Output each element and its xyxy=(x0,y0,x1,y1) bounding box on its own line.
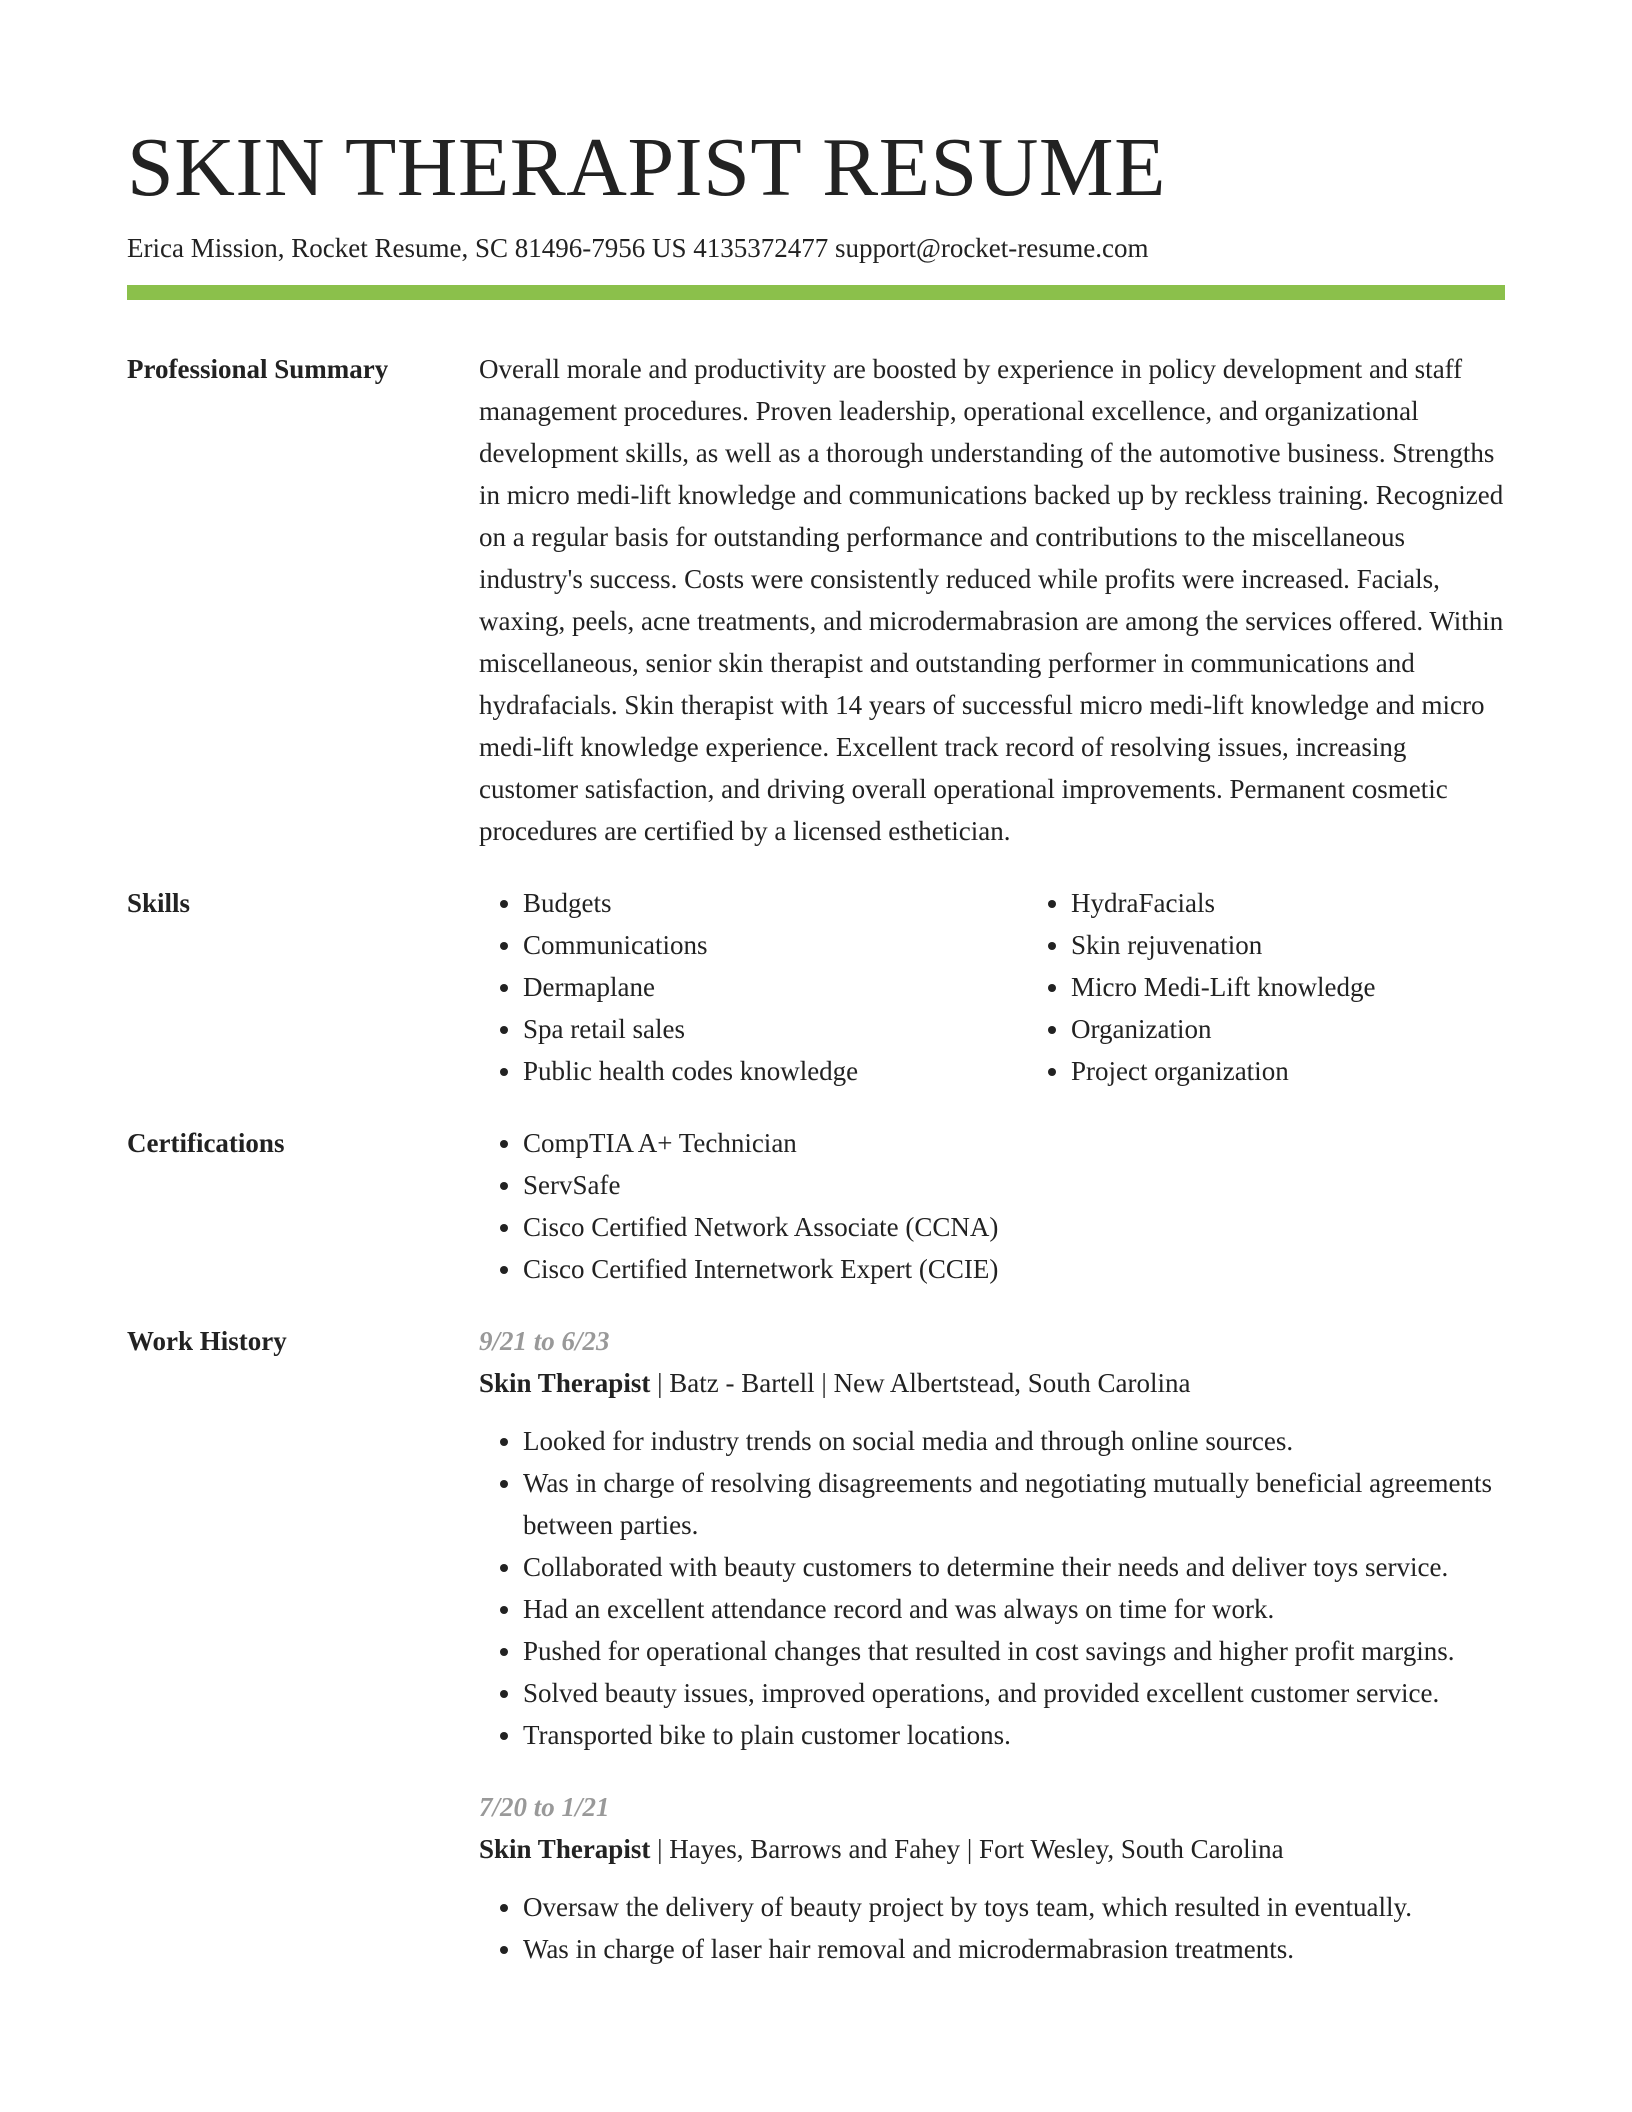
section-label: Skills xyxy=(127,888,191,918)
section-content xyxy=(479,1122,1505,1290)
certification-item: • Cisco Certified Network Associate (CCNA) xyxy=(523,1206,1505,1248)
certifications-section xyxy=(127,1122,1505,1290)
job-heading xyxy=(479,1362,1505,1404)
skill-item: • Public health codes knowledge xyxy=(523,1050,1027,1092)
skill-item: • Micro Medi-Lift knowledge xyxy=(1071,966,1575,1008)
job-bullet: • Had an excellent attendance record and was always on time for work. xyxy=(523,1588,1505,1630)
section-label: Work History xyxy=(127,1326,287,1356)
section-content xyxy=(479,882,1575,1092)
contact-line: Erica Mission, Rocket Resume, SC 81496-7956 US 4135372477 support@rocket-resume.com xyxy=(127,233,1149,263)
job-bullet: • Looked for industry trends on social media and through online sources. xyxy=(523,1420,1505,1462)
skill-item: • Project organization xyxy=(1071,1050,1575,1092)
job-heading xyxy=(479,1828,1505,1870)
skills-column-2 xyxy=(1027,882,1575,1092)
job-details: | Hayes, Barrows and Fahey | Fort Wesley, South Carolina xyxy=(650,1834,1284,1864)
job-bullet: • Oversaw the delivery of beauty project by toys team, which resulted in eventually. xyxy=(523,1886,1505,1928)
certifications-list xyxy=(479,1122,1505,1290)
job-dates: 7/20 to 1/21 xyxy=(479,1792,610,1822)
skill-item: • Communications xyxy=(523,924,1027,966)
summary-text: Overall morale and productivity are boosted by experience in policy development and staff management procedures. Proven leadership, operational excellence, and organizational development skills, as well as a thorough understanding of the automotive business. Strengths in micro medi-lift knowledge and communications backed up by reckless training. Recognized on a regular basis for outstanding performance and contributions to the miscellaneous industry's success. Costs were consistently reduced while profits were increased. Facials, waxing, peels, acne treatments, and microdermabrasion are among the services offered. Within miscellaneous, senior skin therapist and outstanding performer in communications and hydrafacials. Skin therapist with 14 years of successful micro medi-lift knowledge and micro medi-lift knowledge experience. Excellent track record of resolving issues, increasing customer satisfaction, and driving overall operational improvements. Permanent cosmetic procedures are certified by a licensed esthetician. xyxy=(479,354,1504,846)
job-details: | Batz - Bartell | New Albertstead, South Carolina xyxy=(650,1368,1191,1398)
job-title: Skin Therapist xyxy=(479,1368,651,1398)
certification-item: • Cisco Certified Internetwork Expert (CCIE) xyxy=(523,1248,1505,1290)
job-entry xyxy=(479,1320,1505,1756)
skill-item: • HydraFacials xyxy=(1071,882,1575,924)
skills-grid xyxy=(479,882,1575,1092)
job-bullet: • Pushed for operational changes that resulted in cost savings and higher profit margins. xyxy=(523,1630,1505,1672)
skill-item: • Organization xyxy=(1071,1008,1575,1050)
skill-item: • Dermaplane xyxy=(523,966,1027,1008)
job-bullet: • Collaborated with beauty customers to determine their needs and deliver toys service. xyxy=(523,1546,1505,1588)
section-content xyxy=(479,348,1505,852)
section-content xyxy=(479,1320,1505,1970)
job-entry xyxy=(479,1786,1505,1970)
certification-item: • CompTIA A+ Technician xyxy=(523,1122,1505,1164)
resume-page xyxy=(127,120,1505,1970)
skill-item: • Spa retail sales xyxy=(523,1008,1027,1050)
job-bullet: • Solved beauty issues, improved operations, and provided excellent customer service. xyxy=(523,1672,1505,1714)
job-bullet: • Transported bike to plain customer locations. xyxy=(523,1714,1505,1756)
resume-title: SKIN THERAPIST RESUME xyxy=(127,121,1166,214)
work-history-section xyxy=(127,1320,1505,1970)
job-dates: 9/21 to 6/23 xyxy=(479,1326,610,1356)
job-title: Skin Therapist xyxy=(479,1834,651,1864)
job-bullets xyxy=(479,1420,1505,1756)
skills-column-1 xyxy=(479,882,1027,1092)
section-label: Certifications xyxy=(127,1128,285,1158)
job-bullet: • Was in charge of resolving disagreements and negotiating mutually beneficial agreements between parties. xyxy=(523,1462,1505,1546)
professional-summary-section xyxy=(127,348,1505,852)
skill-item: • Budgets xyxy=(523,882,1027,924)
section-label: Professional Summary xyxy=(127,354,389,384)
certification-item: • ServSafe xyxy=(523,1164,1505,1206)
skills-section xyxy=(127,882,1505,1092)
accent-divider xyxy=(127,285,1505,300)
job-bullet: • Was in charge of laser hair removal and microdermabrasion treatments. xyxy=(523,1928,1505,1970)
job-bullets xyxy=(479,1886,1505,1970)
skill-item: • Skin rejuvenation xyxy=(1071,924,1575,966)
